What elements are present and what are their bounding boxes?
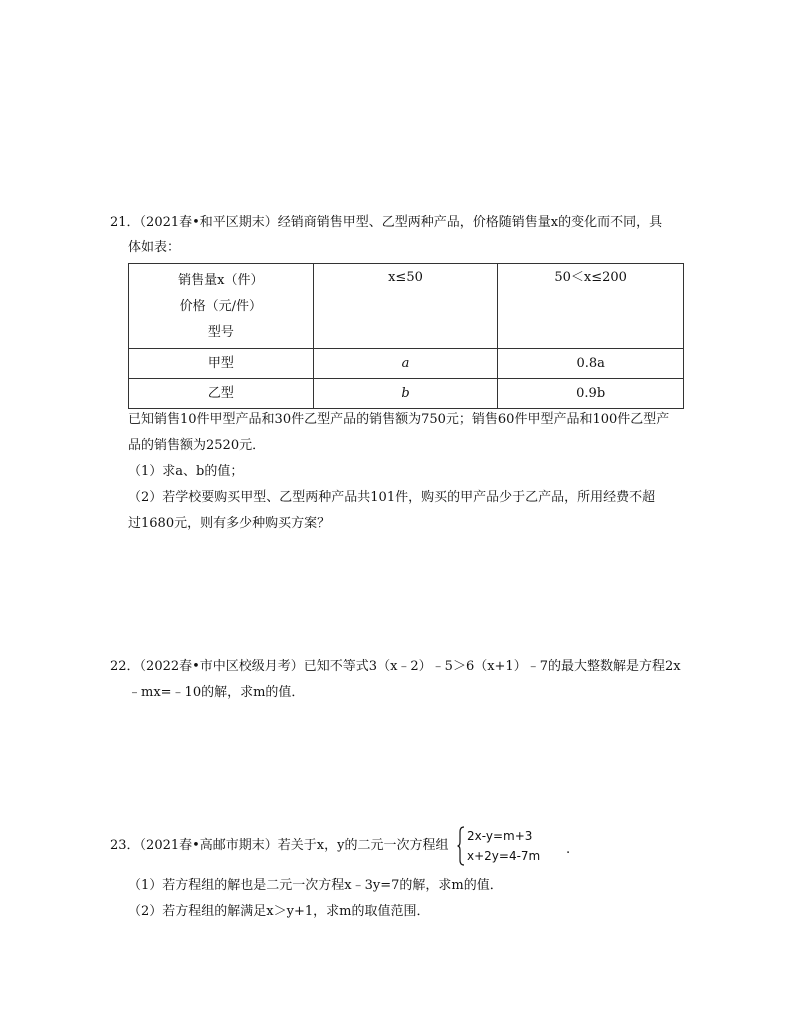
row-type-yi: 乙型 xyxy=(129,379,314,409)
q21-part2-line1: （2）若学校要购买甲型、乙型两种产品共101件，购买的甲产品少于乙产品，所用经费不超 xyxy=(128,490,656,505)
q23-part2: （2）若方程组的解满足x＞y+1，求m的取值范围． xyxy=(128,904,430,919)
q21-line4: 品的销售额为2520元． xyxy=(128,438,266,453)
table-header-row xyxy=(129,264,684,349)
q22-line1: 22．（2022春•市中区校级月考）已知不等式3（x﹣2）﹣5＞6（x+1）﹣7的最大整数解是方程2x xyxy=(110,659,681,674)
q23-part1: （1）若方程组的解也是二元一次方程x﹣3y=7的解，求m的值． xyxy=(128,878,503,893)
row-yi-v2: 0.9b xyxy=(498,379,684,409)
system-equation-1: 2x-y=m+3 xyxy=(467,829,533,843)
header-model-label: 型号 xyxy=(207,325,234,340)
q21-part1: （1）求a、b的值； xyxy=(128,464,244,479)
header-price-label: 价格（元/件） xyxy=(179,299,263,314)
q21-line2: 体如表： xyxy=(128,240,181,255)
table-row xyxy=(129,379,684,409)
table-header-corner xyxy=(129,264,314,349)
row-yi-v1: b xyxy=(313,379,498,409)
q23-prefix: 23．（2021春•高邮市期末）若关于x，y的二元一次方程组 xyxy=(110,838,449,853)
q21-part2-line2: 过1680元，则有多少种购买方案？ xyxy=(128,516,331,531)
q21-line1: 21．（2021春•和平区期末）经销商销售甲型、乙型两种产品，价格随销售量x的变化而不同，具 xyxy=(110,215,663,230)
q23-suffix: . xyxy=(566,842,571,857)
q21-line3: 已知销售10件甲型产品和30件乙型产品的销售额为750元；销售60件甲型产品和100件乙型产 xyxy=(128,412,670,427)
q22-line2: ﹣mx=﹣10的解，求m的值． xyxy=(128,685,305,700)
equation-system xyxy=(457,826,567,866)
row-type-jia: 甲型 xyxy=(129,349,314,379)
header-range-2: 50＜x≤200 xyxy=(498,264,684,349)
row-jia-v1: a xyxy=(313,349,498,379)
q21-price-table xyxy=(128,263,684,409)
row-jia-v2: 0.8a xyxy=(498,349,684,379)
left-brace-icon xyxy=(457,826,465,866)
header-sales-label: 销售量x（件） xyxy=(178,273,264,288)
table-row xyxy=(129,349,684,379)
header-range-1: x≤50 xyxy=(313,264,498,349)
system-equation-2: x+2y=4-7m xyxy=(467,849,541,863)
